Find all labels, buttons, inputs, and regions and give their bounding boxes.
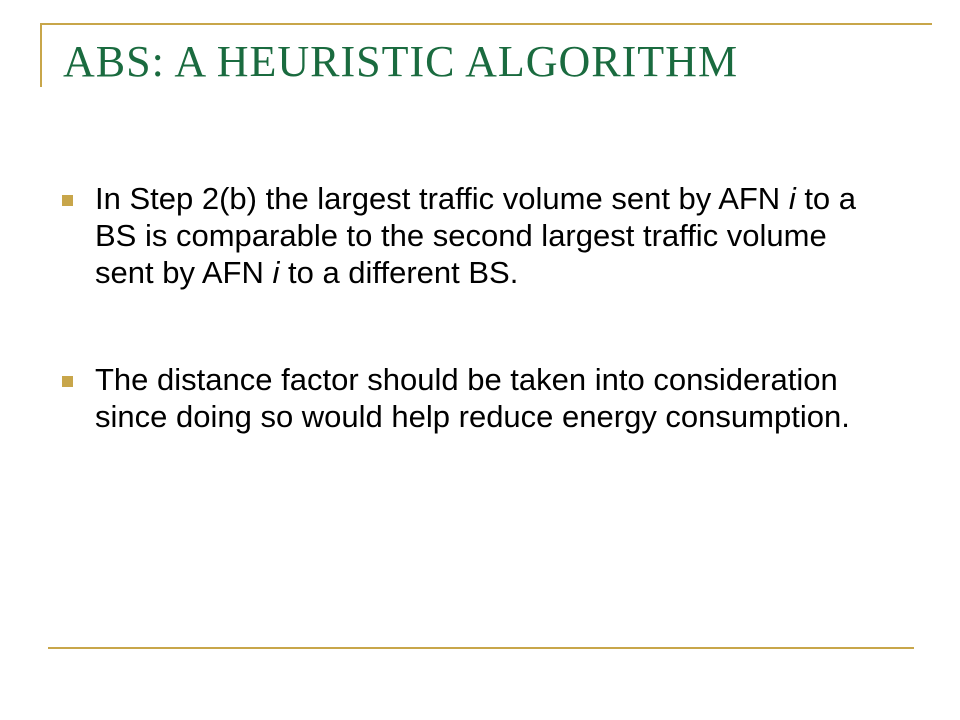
text-segment: to a different BS. — [279, 255, 519, 290]
bullet-text — [95, 362, 850, 434]
square-bullet-icon — [62, 195, 73, 206]
text-segment: The distance factor should be taken into consideration since doing so would help reduce energy consumption. — [95, 362, 850, 434]
italic-variable: i — [788, 181, 796, 216]
italic-variable: i — [272, 255, 280, 290]
top-rule — [40, 23, 932, 25]
bullet-item-distance-factor — [62, 361, 892, 435]
bullet-list — [62, 180, 892, 435]
text-segment: In Step 2(b) the largest traffic volume sent by AFN — [95, 181, 789, 216]
bottom-rule — [48, 647, 914, 649]
text-segment: to a BS is comparable to the second largest traffic volume sent by AFN — [95, 181, 857, 290]
slide-title: ABS: A HEURISTIC ALGORITHM — [63, 37, 739, 86]
square-bullet-icon — [62, 376, 73, 387]
bullet-item-step-2b — [62, 180, 892, 291]
left-rule — [40, 23, 42, 87]
bullet-text — [95, 181, 856, 290]
